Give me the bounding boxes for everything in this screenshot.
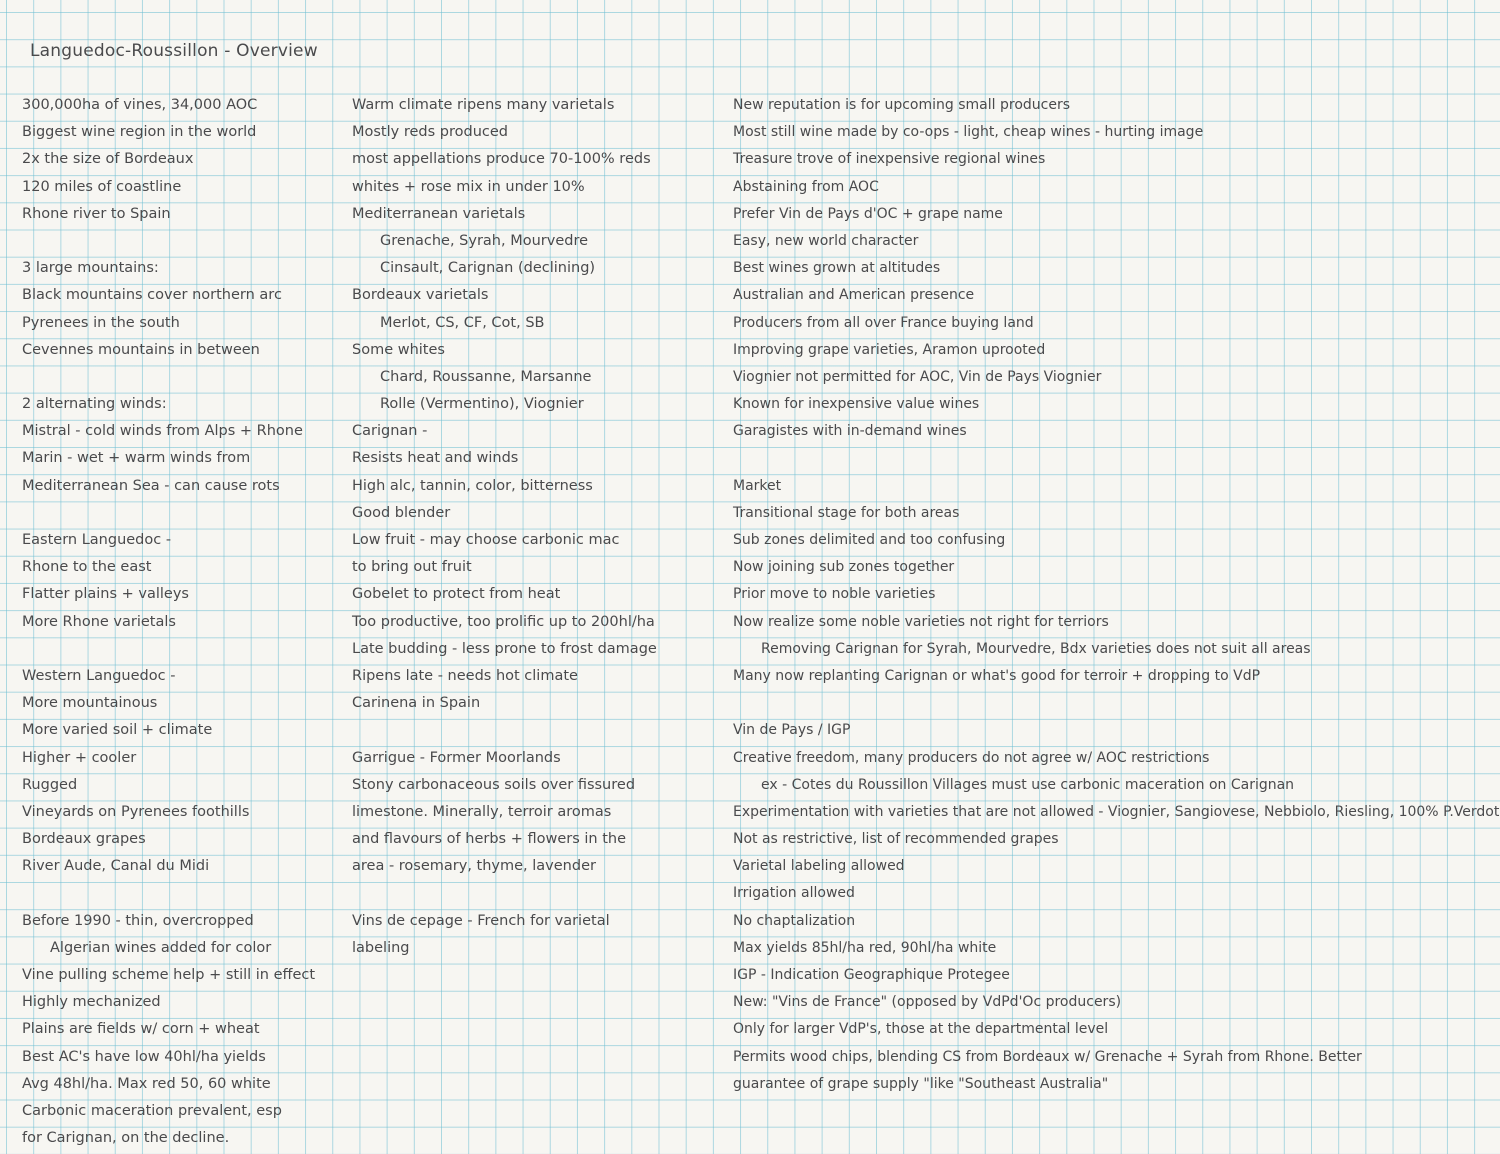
note-line: Before 1990 - thin, overcropped <box>22 912 254 929</box>
note-line: Higher + cooler <box>22 749 137 766</box>
note-line: labeling <box>352 939 410 956</box>
note-line: Eastern Languedoc - <box>22 532 172 548</box>
note-line: limestone. Minerally, terroir aromas <box>352 803 612 820</box>
note-line: Mostly reds produced <box>352 124 508 141</box>
note-line: Marin - wet + warm winds from <box>22 450 251 467</box>
note-line: Vine pulling scheme help + still in effect <box>22 967 316 983</box>
note-line: Viognier not permitted for AOC, Vin de Pays Viognier <box>733 368 1102 385</box>
note-line: Too productive, too prolific up to 200hl/ha <box>352 613 655 630</box>
note-line: Warm climate ripens many varietals <box>352 97 615 113</box>
note-line: Vins de cepage - French for varietal <box>352 912 610 929</box>
note-line: Mistral - cold winds from Alps + Rhone <box>22 423 303 440</box>
note-line: Prefer Vin de Pays d'OC + grape name <box>733 205 1003 222</box>
note-line: Sub zones delimited and too confusing <box>733 532 1006 548</box>
note-line: Treasure trove of inexpensive regional wines <box>733 151 1046 168</box>
note-line: Plains are fields w/ corn + wheat <box>22 1021 260 1038</box>
note-line: Biggest wine region in the world <box>22 124 257 141</box>
note-line: No chaptalization <box>733 912 856 929</box>
note-line: Garrigue - Former Moorlands <box>352 749 561 766</box>
note-line: IGP - Indication Geographique Protegee <box>733 967 1010 983</box>
note-line: Cevennes mountains in between <box>22 341 260 358</box>
note-line: Ripens late - needs hot climate <box>352 667 578 684</box>
note-line: Flatter plains + valleys <box>22 586 189 603</box>
note-line: Rhone to the east <box>22 559 152 576</box>
note-line: Easy, new world character <box>733 232 919 249</box>
note-line: Best AC's have low 40hl/ha yields <box>22 1048 266 1065</box>
note-line: Carbonic maceration prevalent, esp <box>22 1102 282 1119</box>
note-line: New reputation is for upcoming small producers <box>733 97 1070 113</box>
note-line: New: "Vins de France" (opposed by VdPd'Oc producers) <box>733 994 1122 1011</box>
note-line: Grenache, Syrah, Mourvedre <box>380 232 589 249</box>
blank-line <box>733 445 1499 472</box>
blank-line <box>352 717 657 744</box>
blank-line <box>22 880 315 907</box>
note-line: Varietal labeling allowed <box>733 858 905 875</box>
note-line: Bordeaux varietals <box>352 287 489 304</box>
note-line: ex - Cotes du Roussillon Villages must use carbonic maceration on Carignan <box>761 776 1295 793</box>
note-line: Max yields 85hl/ha red, 90hl/ha white <box>733 939 997 956</box>
notes-column-middle <box>352 92 657 962</box>
page-title: Languedoc-Roussillon - Overview <box>30 41 318 61</box>
note-line: Good blender <box>352 504 451 521</box>
note-line: Low fruit - may choose carbonic mac <box>352 532 620 548</box>
note-line: Many now replanting Carignan or what's good for terroir + dropping to VdP <box>733 667 1261 684</box>
note-line: Permits wood chips, blending CS from Bordeaux w/ Grenache + Syrah from Rhone. Better <box>733 1048 1362 1065</box>
blank-line <box>352 880 657 907</box>
blank-line <box>22 228 315 255</box>
note-line: Now joining sub zones together <box>733 559 955 576</box>
note-line: 120 miles of coastline <box>22 178 182 195</box>
note-line: Late budding - less prone to frost damage <box>352 640 657 657</box>
note-line: Not as restrictive, list of recommended grapes <box>733 831 1059 848</box>
note-line: most appellations produce 70-100% reds <box>352 151 651 168</box>
note-line: Abstaining from AOC <box>733 178 879 195</box>
blank-line <box>22 500 315 527</box>
note-line: Carinena in Spain <box>352 695 481 712</box>
note-line: Mediterranean varietals <box>352 205 526 222</box>
blank-line <box>22 636 315 663</box>
note-line: More Rhone varietals <box>22 613 176 630</box>
note-line: 300,000ha of vines, 34,000 AOC <box>22 97 258 113</box>
note-line: Transitional stage for both areas <box>733 504 960 521</box>
note-line: High alc, tannin, color, bitterness <box>352 477 593 494</box>
note-line: Market <box>733 477 782 494</box>
note-line: Mediterranean Sea - can cause rots <box>22 477 280 494</box>
notes-column-right <box>733 92 1499 1098</box>
note-line: Producers from all over France buying land <box>733 314 1034 331</box>
note-line: Known for inexpensive value wines <box>733 396 980 413</box>
note-line: Rugged <box>22 776 78 793</box>
note-line: 2 alternating winds: <box>22 396 167 413</box>
note-line: Prior move to noble varieties <box>733 586 936 603</box>
blank-line <box>733 690 1499 717</box>
note-line: area - rosemary, thyme, lavender <box>352 858 596 875</box>
note-line: Only for larger VdP's, those at the departmental level <box>733 1021 1109 1038</box>
note-line: Chard, Roussanne, Marsanne <box>380 368 592 385</box>
note-line: Some whites <box>352 341 445 358</box>
note-line: Australian and American presence <box>733 287 975 304</box>
note-line: Best wines grown at altitudes <box>733 260 941 277</box>
notes-column-left <box>22 92 315 1152</box>
note-line: 3 large mountains: <box>22 260 159 277</box>
note-line: Western Languedoc - <box>22 667 176 684</box>
note-line: Experimentation with varieties that are not allowed - Viognier, Sangiovese, Nebbiolo, Riesling, 100% P.Verdot <box>733 803 1500 820</box>
note-line: Removing Carignan for Syrah, Mourvedre, Bdx varieties does not suit all areas <box>761 640 1311 657</box>
note-line: for Carignan, on the decline. <box>22 1130 230 1147</box>
note-line: Pyrenees in the south <box>22 314 180 331</box>
note-line: Carignan - <box>352 423 428 440</box>
note-line: Highly mechanized <box>22 994 161 1011</box>
note-line: whites + rose mix in under 10% <box>352 178 585 195</box>
note-line: Merlot, CS, CF, Cot, SB <box>380 314 545 331</box>
note-line: River Aude, Canal du Midi <box>22 858 210 875</box>
note-line: Avg 48hl/ha. Max red 50, 60 white <box>22 1075 271 1092</box>
note-line: Bordeaux grapes <box>22 831 146 848</box>
note-line: to bring out fruit <box>352 559 472 576</box>
note-line: Algerian wines added for color <box>50 939 272 956</box>
note-line: Improving grape varieties, Aramon uprooted <box>733 341 1046 358</box>
note-line: Irrigation allowed <box>733 885 855 902</box>
note-line: Vineyards on Pyrenees foothills <box>22 803 250 820</box>
note-line: and flavours of herbs + flowers in the <box>352 831 626 848</box>
note-line: Gobelet to protect from heat <box>352 586 561 603</box>
note-line: Black mountains cover northern arc <box>22 287 282 304</box>
note-line: More mountainous <box>22 695 158 712</box>
note-line: More varied soil + climate <box>22 722 213 739</box>
note-line: 2x the size of Bordeaux <box>22 151 194 168</box>
blank-line <box>22 364 315 391</box>
note-line: Resists heat and winds <box>352 450 519 467</box>
note-line: Rolle (Vermentino), Viognier <box>380 396 584 413</box>
note-line: Now realize some noble varieties not right for terriors <box>733 613 1109 630</box>
note-line: Rhone river to Spain <box>22 205 171 222</box>
note-line: Creative freedom, many producers do not agree w/ AOC restrictions <box>733 749 1210 766</box>
note-line: Vin de Pays / IGP <box>733 722 851 739</box>
note-line: Garagistes with in-demand wines <box>733 423 967 440</box>
note-line: Cinsault, Carignan (declining) <box>380 260 596 277</box>
note-line: Stony carbonaceous soils over fissured <box>352 776 636 793</box>
note-line: Most still wine made by co-ops - light, cheap wines - hurting image <box>733 124 1204 141</box>
note-line: guarantee of grape supply "like "Southeast Australia" <box>733 1075 1109 1092</box>
